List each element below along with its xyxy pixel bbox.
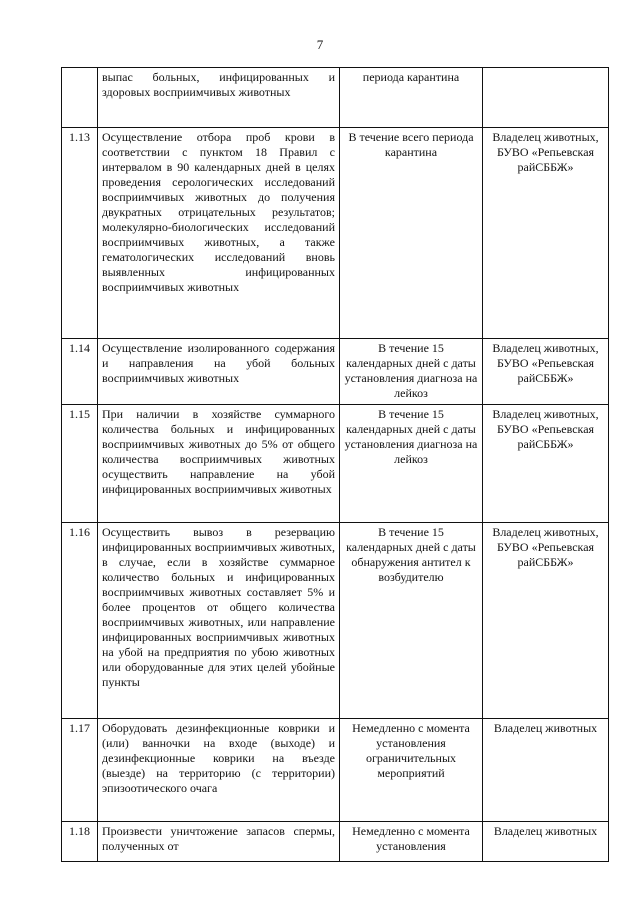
row-number-cell bbox=[62, 68, 98, 128]
measures-table bbox=[61, 67, 609, 862]
table-row bbox=[62, 822, 609, 862]
table-row bbox=[62, 68, 609, 128]
table-row bbox=[62, 128, 609, 339]
term-cell: В течение 15 календарных дней с даты установления диагноза на лейкоз bbox=[340, 339, 483, 405]
table-row bbox=[62, 405, 609, 523]
term-cell: В течение всего периода карантина bbox=[340, 128, 483, 339]
table-row bbox=[62, 339, 609, 405]
table-row bbox=[62, 523, 609, 719]
term-cell: В течение 15 календарных дней с даты установления диагноза на лейкоз bbox=[340, 405, 483, 523]
row-number-cell: 1.18 bbox=[62, 822, 98, 862]
responsible-cell: Владелец животных, БУВО «Репьевская райСББЖ» bbox=[483, 128, 609, 339]
term-cell: Немедленно с момента установления ограничительных мероприятий bbox=[340, 719, 483, 822]
action-cell: Осуществление изолированного содержания и направления на убой больных восприимчивых животных bbox=[98, 339, 340, 405]
action-cell: При наличии в хозяйстве суммарного количества больных и инфицированных восприимчивых животных до 5% от общего количества восприимчивых животных осуществить направление на убой инфицированных восприимчивых животных bbox=[98, 405, 340, 523]
responsible-cell: Владелец животных bbox=[483, 719, 609, 822]
page-number: 7 bbox=[316, 37, 324, 52]
action-cell: Осуществить вывоз в резервацию инфицированных восприимчивых животных, в случае, если в хозяйстве суммарное количество больных и инфицированных восприимчивых животных составляет 5% и более процентов от общего количества восприимчивых животных, или направление инфицированных восприимчивых животных на убой на предприятия по убою животных или оборудованные для этих целей убойные пункты bbox=[98, 523, 340, 719]
row-number-cell: 1.15 bbox=[62, 405, 98, 523]
row-number-cell: 1.16 bbox=[62, 523, 98, 719]
action-cell: выпас больных, инфицированных и здоровых восприимчивых животных bbox=[98, 68, 340, 128]
responsible-cell: Владелец животных, БУВО «Репьевская райСББЖ» bbox=[483, 339, 609, 405]
row-number-cell: 1.14 bbox=[62, 339, 98, 405]
responsible-cell: Владелец животных, БУВО «Репьевская райСББЖ» bbox=[483, 523, 609, 719]
row-number-cell: 1.17 bbox=[62, 719, 98, 822]
term-cell: Немедленно с момента установления bbox=[340, 822, 483, 862]
responsible-cell bbox=[483, 68, 609, 128]
responsible-cell: Владелец животных, БУВО «Репьевская райСББЖ» bbox=[483, 405, 609, 523]
responsible-cell: Владелец животных bbox=[483, 822, 609, 862]
action-cell: Произвести уничтожение запасов спермы, полученных от bbox=[98, 822, 340, 862]
row-number-cell: 1.13 bbox=[62, 128, 98, 339]
action-cell: Осуществление отбора проб крови в соответствии с пунктом 18 Правил с интервалом в 90 календарных дней в целях проведения серологических исследований восприимчивых животных до получения двукратных отрицательных результатов; молекулярно-биологических исследований восприимчивых животных, а также гематологических исследований вновь выявленных инфицированных восприимчивых животных bbox=[98, 128, 340, 339]
term-cell: В течение 15 календарных дней с даты обнаружения антител к возбудителю bbox=[340, 523, 483, 719]
table-row bbox=[62, 719, 609, 822]
action-cell: Оборудовать дезинфекционные коврики и (или) ванночки на входе (выходе) и дезинфекционные коврики на въезде (выезде) на территорию (с территории) эпизоотического очага bbox=[98, 719, 340, 822]
term-cell: периода карантина bbox=[340, 68, 483, 128]
